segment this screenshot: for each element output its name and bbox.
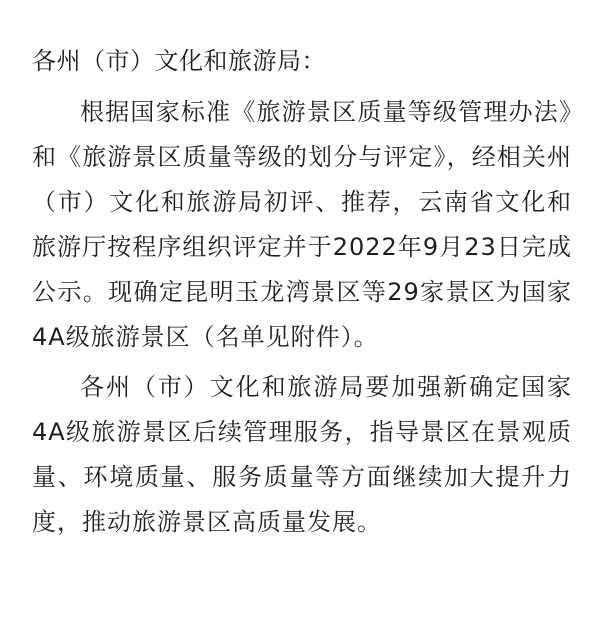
salutation: 各州（市）文化和旅游局： bbox=[32, 47, 326, 75]
document-body bbox=[32, 40, 572, 550]
paragraph-appraisal-result: 根据国家标准《旅游景区质量等级管理办法》和《旅游景区质量等级的划分与评定》，经相关州（市）文化和旅游局初评、推荐，云南省文化和旅游厅按程序组织评定并于2022年9月23日完成公示。现确定昆明玉龙湾景区等29家景区为国家4A级旅游景区（名单见附件）。 bbox=[32, 98, 572, 351]
paragraph-management-requirement: 各州（市）文化和旅游局要加强新确定国家4A级旅游景区后续管理服务，指导景区在景观质量、环境质量、服务质量等方面继续加大提升力度，推动旅游景区高质量发展。 bbox=[32, 373, 572, 536]
